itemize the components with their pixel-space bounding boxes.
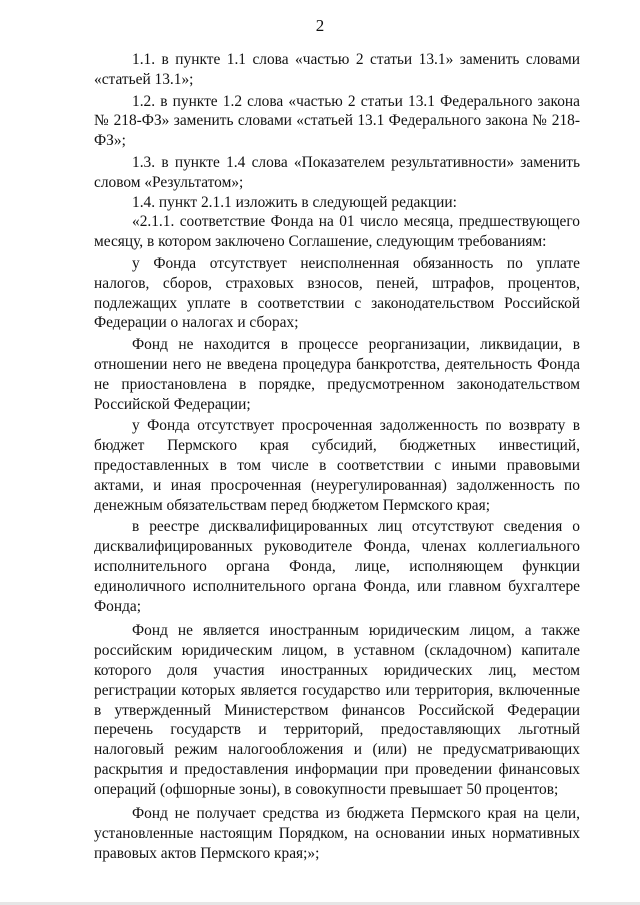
- paragraph-requirement-reorganization: Фонд не находится в процессе реорганизации, ликвидации, в отношении него не введена процедура банкротства, деятельность Фонда не приостановлена в порядке, предусмотренном законодательством Российской Федерации;: [94, 336, 580, 413]
- paragraph-amendment-1-4: 1.4. пункт 2.1.1 изложить в следующей редакции:: [132, 193, 457, 211]
- paragraph-amendment-1-2: 1.2. в пункте 1.2 слова «частью 2 статьи 13.1 Федерального закона № 218-ФЗ» заменить словами «статьей 13.1 Федерального закона № 218-ФЗ»;: [94, 92, 580, 150]
- paragraph-requirement-budget-funds: Фонд не получает средства из бюджета Пермского края на цели, установленные настоящим Порядком, на основании иных нормативных правовых актов Пермского края;»;: [94, 805, 580, 863]
- paragraph-amendment-1-3: 1.3. в пункте 1.4 слова «Показателем результативности» заменить словом «Результатом»;: [94, 153, 580, 191]
- paragraph-requirement-disqualified: в реестре дисквалифицированных лиц отсутствуют сведения о дисквалифицированных руководителе Фонда, членах коллегиального исполнительного органа Фонда, лице, исполняющем функции единоличного исполнительного органа Фонда, или главном бухгалтере Фонда;: [94, 518, 580, 615]
- document-body: [94, 50, 580, 864]
- paragraph-clause-2-1-1: «2.1.1. соответствие Фонда на 01 число месяца, предшествующего месяцу, в котором заключено Соглашение, следующим требованиям:: [94, 213, 580, 251]
- paragraph-amendment-1-1: 1.1. в пункте 1.1 слова «частью 2 статьи 13.1» заменить словами «статьей 13.1»;: [94, 51, 580, 88]
- paragraph-requirement-taxes: у Фонда отсутствует неисполненная обязанность по уплате налогов, сборов, страховых взносов, пеней, штрафов, процентов, подлежащих уплате в соответствии с законодательством Российской Федерации о налогах и сборах;: [94, 254, 580, 332]
- paragraph-requirement-foreign-entity: Фонд не является иностранным юридическим лицом, а также российским юридическим лицом, в уставном (складочном) капитале которого доля участия иностранных юридических лиц, местом регистрации которых является государство или территория, включенные в утвержденный Министерством финансов Российской Федерации перечень государств и территорий, предоставляющих льготный налоговый режим налогообложения и (или) не предусматривающих раскрытия и предоставления информации при проведении финансовых операций (офшорные зоны), в совокупности превышает 50 процентов;: [94, 622, 580, 798]
- paragraph-requirement-debt: у Фонда отсутствует просроченная задолженность по возврату в бюджет Пермского края субсидий, бюджетных инвестиций, предоставленных в том числе в соответствии с иными правовыми актами, и иная просроченная (неурегулированная) задолженность по денежным обязательствам перед бюджетом Пермского края;: [94, 417, 580, 514]
- page-number: 2: [315, 16, 325, 35]
